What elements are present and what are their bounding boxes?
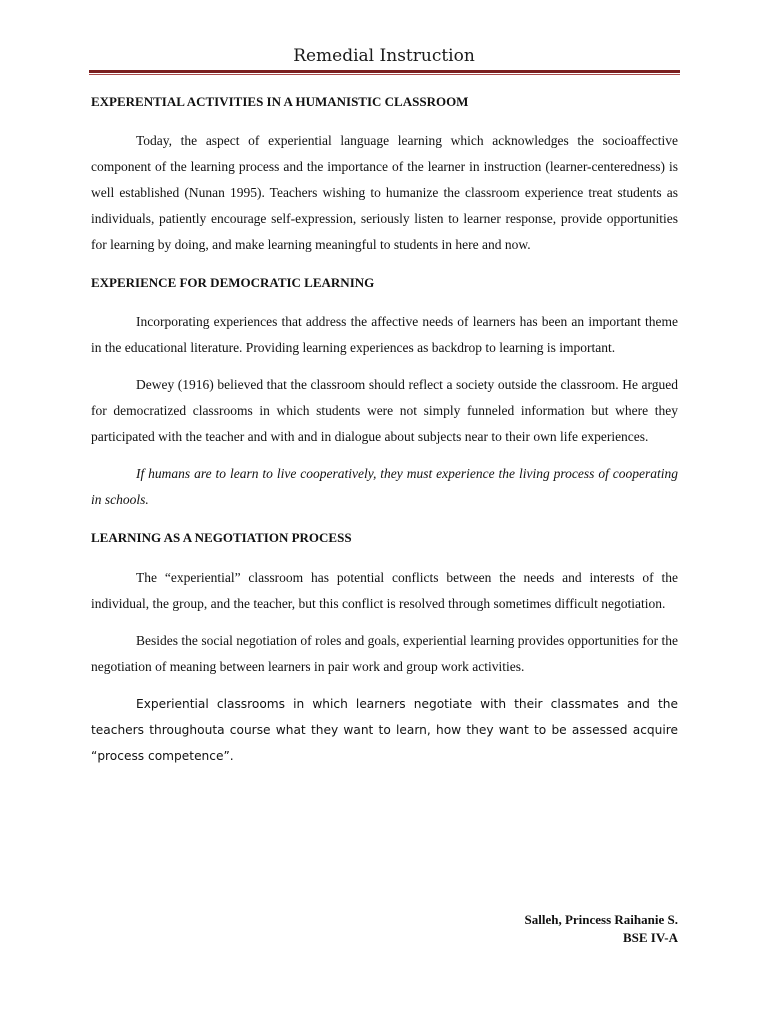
section-heading-democratic-learning: EXPERIENCE FOR DEMOCRATIC LEARNING bbox=[91, 275, 375, 290]
paragraph-dewey: Dewey (1916) believed that the classroom should reflect a society outside the classroom. He argued for democratized classrooms in which students were not simply funneled information but where they participated with the teacher and with and in dialogue about subjects near to their own life experiences. bbox=[91, 377, 678, 444]
author-signature-block bbox=[525, 911, 679, 947]
header-divider bbox=[89, 70, 680, 75]
paragraph-affective-needs: Incorporating experiences that address the affective needs of learners has been an important theme in the educational literature. Providing learning experiences as backdrop to learning is important. bbox=[91, 314, 678, 355]
section-heading-experiential-activities: EXPERENTIAL ACTIVITIES IN A HUMANISTIC CLASSROOM bbox=[91, 94, 469, 109]
paragraph-italic-quote: If humans are to learn to live cooperatively, they must experience the living process of cooperating in schools. bbox=[91, 466, 678, 507]
author-section: BSE IV-A bbox=[622, 930, 678, 945]
paragraph-humanistic-classroom: Today, the aspect of experiential language learning which acknowledges the socioaffective component of the learning process and the importance of the learner in instruction (learner-centeredness) is well established (Nunan 1995). Teachers wishing to humanize the classroom experience treat students as individuals, patiently encourage self-expression, seriously listen to learner response, provide opportunities for learning by doing, and make learning meaningful to students in here and now. bbox=[91, 133, 678, 252]
paragraph-social-negotiation: Besides the social negotiation of roles and goals, experiential learning provides opportunities for the negotiation of meaning between learners in pair work and group work activities. bbox=[91, 633, 678, 674]
author-name: Salleh, Princess Raihanie S. bbox=[524, 912, 678, 927]
document-body bbox=[91, 93, 678, 769]
header-divider-thin-line bbox=[89, 74, 680, 75]
section-heading-negotiation-process: LEARNING AS A NEGOTIATION PROCESS bbox=[91, 530, 352, 545]
paragraph-process-competence: Experiential classrooms in which learners negotiate with their classmates and the teachers throughouta course what they want to learn, how they want to be assessed acquire “process competence”. bbox=[91, 697, 678, 763]
page-header-title: Remedial Instruction bbox=[293, 46, 475, 66]
paragraph-experiential-classroom-conflicts: The “experiential” classroom has potential conflicts between the needs and interests of the individual, the group, and the teacher, but this conflict is resolved through sometimes difficult negotiation. bbox=[91, 570, 678, 611]
